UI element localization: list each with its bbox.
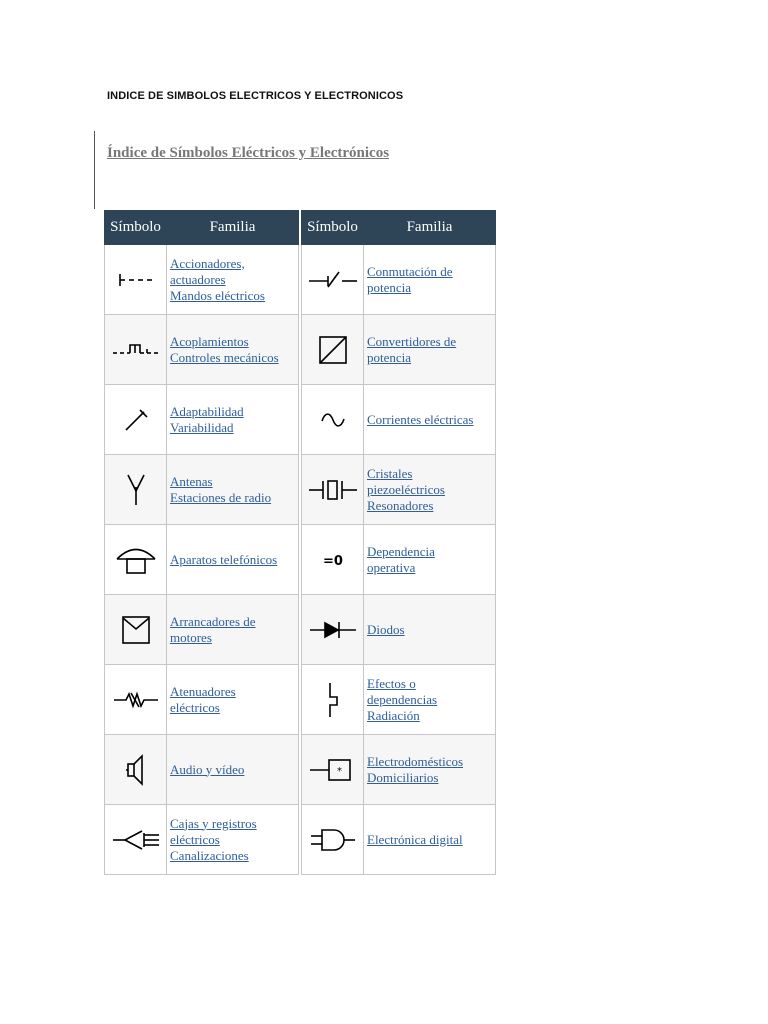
family-cell — [364, 735, 496, 805]
digital-gate-symbol-icon — [309, 827, 357, 853]
symbol-cell — [105, 595, 167, 665]
table-row — [302, 735, 496, 805]
table-row — [302, 455, 496, 525]
table-row — [105, 245, 299, 315]
family-link[interactable]: Convertidores de potencia — [367, 333, 457, 365]
table-row — [105, 735, 299, 805]
section-title-link[interactable]: Índice de Símbolos Eléctricos y Electrónicos — [107, 145, 390, 161]
table-header-row — [302, 211, 496, 245]
junction-box-symbol-icon — [112, 828, 160, 852]
column-header-symbol: Símbolo — [105, 211, 167, 245]
symbol-cell — [302, 595, 364, 665]
alternating-current-symbol-icon — [319, 410, 347, 430]
table-row — [302, 665, 496, 735]
family-cell — [167, 735, 299, 805]
symbols-table-right — [301, 210, 496, 875]
symbol-cell — [105, 315, 167, 385]
antenna-symbol-icon — [124, 473, 148, 507]
family-link[interactable]: Dependencia operativa — [367, 543, 435, 575]
symbol-cell — [302, 525, 364, 595]
actuator-dashed-symbol-icon — [116, 270, 156, 290]
family-cell — [364, 385, 496, 455]
converter-symbol-icon — [317, 334, 349, 366]
symbol-cell — [302, 665, 364, 735]
symbol-cell — [302, 735, 364, 805]
symbol-cell — [302, 455, 364, 525]
family-link[interactable]: Conmutación de potencia — [367, 263, 453, 295]
table-row — [302, 385, 496, 455]
family-link[interactable]: Cristales piezoeléctricos Resonadores — [367, 465, 445, 513]
radiation-effect-symbol-icon — [322, 681, 344, 719]
family-cell — [167, 595, 299, 665]
table-row — [302, 525, 496, 595]
table-row — [302, 805, 496, 875]
family-cell — [167, 805, 299, 875]
table-row — [302, 245, 496, 315]
family-cell — [364, 805, 496, 875]
appliance-symbol-text: * — [336, 765, 342, 777]
table-row — [105, 665, 299, 735]
family-cell — [167, 665, 299, 735]
symbols-table-left — [104, 210, 299, 875]
family-cell — [364, 665, 496, 735]
symbol-cell — [302, 805, 364, 875]
document-header: INDICE DE SIMBOLOS ELECTRICOS Y ELECTRONICOS — [107, 90, 404, 102]
attenuator-resistor-symbol-icon — [113, 689, 159, 711]
family-link[interactable]: Acoplamientos Controles mecánicos — [170, 333, 279, 365]
left-vertical-rule — [94, 131, 95, 209]
family-cell — [364, 315, 496, 385]
family-cell — [167, 525, 299, 595]
table-row — [302, 595, 496, 665]
family-link[interactable]: Aparatos telefónicos — [170, 551, 278, 567]
column-header-symbol: Símbolo — [302, 211, 364, 245]
family-cell — [167, 455, 299, 525]
symbol-cell — [105, 385, 167, 455]
table-row — [105, 805, 299, 875]
motor-starter-symbol-icon — [120, 614, 152, 646]
family-cell — [167, 315, 299, 385]
family-cell — [364, 455, 496, 525]
family-cell — [167, 385, 299, 455]
dependency-symbol-text: =0 — [322, 553, 343, 569]
family-link[interactable]: Accionadores, actuadores Mandos eléctricos — [170, 255, 265, 303]
operative-dependency-symbol-icon — [317, 550, 349, 570]
family-cell — [167, 245, 299, 315]
power-switch-symbol-icon — [308, 268, 358, 292]
diode-symbol-icon — [309, 619, 357, 641]
family-cell — [364, 595, 496, 665]
symbol-cell — [105, 735, 167, 805]
variability-arrow-symbol-icon — [121, 405, 151, 435]
family-link[interactable]: Audio y vídeo — [170, 761, 245, 777]
table-row — [105, 525, 299, 595]
family-link[interactable]: Diodos — [367, 621, 405, 637]
family-cell — [364, 525, 496, 595]
symbol-cell — [105, 805, 167, 875]
symbol-cell — [105, 665, 167, 735]
family-link[interactable]: Cajas y registros eléctricos Canalizaciones — [170, 815, 257, 863]
family-link[interactable]: Efectos o dependencias Radiación — [367, 675, 438, 723]
family-link[interactable]: Adaptabilidad Variabilidad — [170, 403, 244, 435]
symbol-cell — [302, 385, 364, 455]
column-header-family: Familia — [364, 211, 496, 245]
piezo-crystal-symbol-icon — [308, 476, 358, 504]
table-header-row — [105, 211, 299, 245]
symbol-cell — [105, 245, 167, 315]
symbol-cell — [302, 245, 364, 315]
symbol-cell — [105, 525, 167, 595]
household-appliance-symbol-icon — [309, 757, 357, 783]
family-link[interactable]: Arrancadores de motores — [170, 613, 256, 645]
table-row — [302, 315, 496, 385]
family-link[interactable]: Corrientes eléctricas — [367, 411, 474, 427]
family-link[interactable]: Electrodomésticos Domiciliarios — [367, 753, 464, 785]
family-link[interactable]: Antenas Estaciones de radio — [170, 473, 272, 505]
family-link[interactable]: Atenuadores eléctricos — [170, 683, 236, 715]
mechanical-coupling-symbol-icon — [112, 340, 160, 360]
column-header-family: Familia — [167, 211, 299, 245]
family-link[interactable]: Electrónica digital — [367, 831, 463, 847]
table-row — [105, 595, 299, 665]
table-row — [105, 455, 299, 525]
speaker-symbol-icon — [123, 753, 149, 787]
symbol-cell — [105, 455, 167, 525]
table-row — [105, 315, 299, 385]
symbol-cell — [302, 315, 364, 385]
telephone-symbol-icon — [114, 544, 158, 576]
family-cell — [364, 245, 496, 315]
table-row — [105, 385, 299, 455]
